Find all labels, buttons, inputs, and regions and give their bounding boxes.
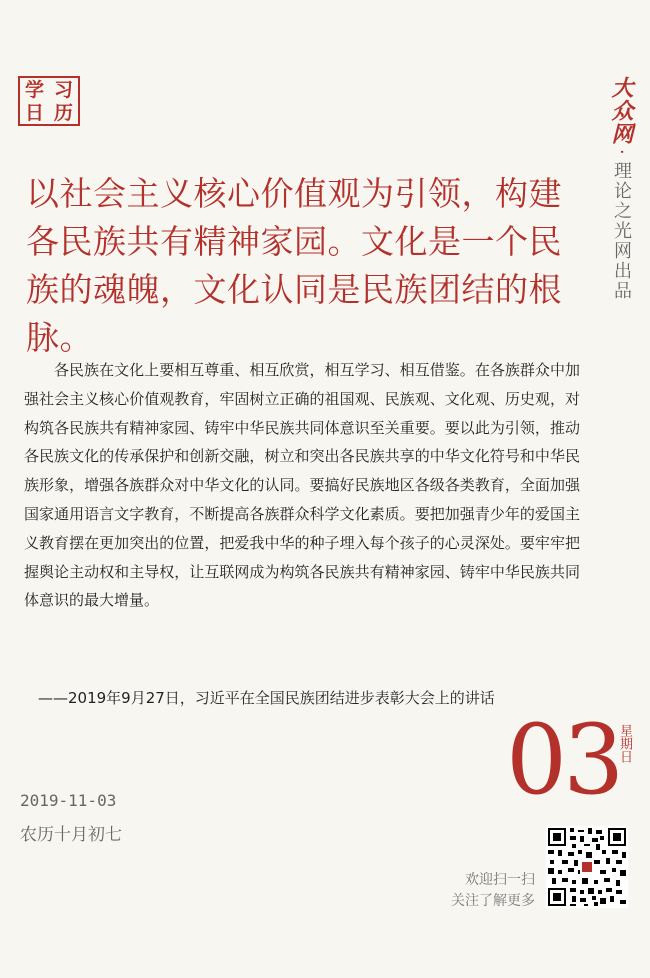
qr-hint-line: 欢迎扫一扫 [465,872,535,888]
logo-char: 历 [53,101,73,124]
gregorian-date: 2019-11-03 [20,791,117,810]
logo-char: 日 [24,101,44,124]
weekday-label: 星期日 [617,724,632,763]
brand-name-logo: 大众网 [608,76,634,145]
day-number: 03 [506,704,621,816]
brand-vertical [604,76,638,301]
lunar-date: 农历十月初七 [20,825,122,845]
logo-char: 习 [53,78,73,101]
logo-char: 学 [24,78,44,101]
quote-source: ——2019年9月27日，习近平在全国民族团结进步表彰大会上的讲话 [38,689,495,707]
qr-code-icon[interactable] [546,826,628,908]
body-paragraph: 各民族在文化上要相互尊重、相互欣赏，相互学习、相互借鉴。在各族群众中加强社会主义核心价值观教育，牢固树立正确的祖国观、民族观、文化观、历史观，对构筑各民族共有精神家园、铸牢中华民族共同体意识至关重要。要以此为引领，推动各民族文化的传承保护和创新交融，树立和突出各民族共享的中华文化符号和中华民族形象，增强各族群众对中华文化的认同。要搞好民族地区各级各类教育，全面加强国家通用语言文字教育，不断提高各族群众科学文化素质。要把加强青少年的爱国主义教育摆在更加突出的位置，把爱我中华的种子埋入每个孩子的心灵深处。要牢牢把握舆论主动权和主导权，让互联网成为构筑各民族共有精神家园、铸牢中华民族共同体意识的最大增量。 [24,361,580,610]
headline-quote: 以社会主义核心价值观为引领，构建各民族共有精神家园。文化是一个民族的魂魄，文化认同是民族团结的根脉。 [26,174,562,357]
qr-hint [440,870,535,912]
qr-hint-line: 关注了解更多 [451,893,535,909]
study-calendar-logo [18,76,80,126]
brand-subtitle: 理论之光网出品 [611,160,632,301]
brand-separator: · [611,149,632,157]
